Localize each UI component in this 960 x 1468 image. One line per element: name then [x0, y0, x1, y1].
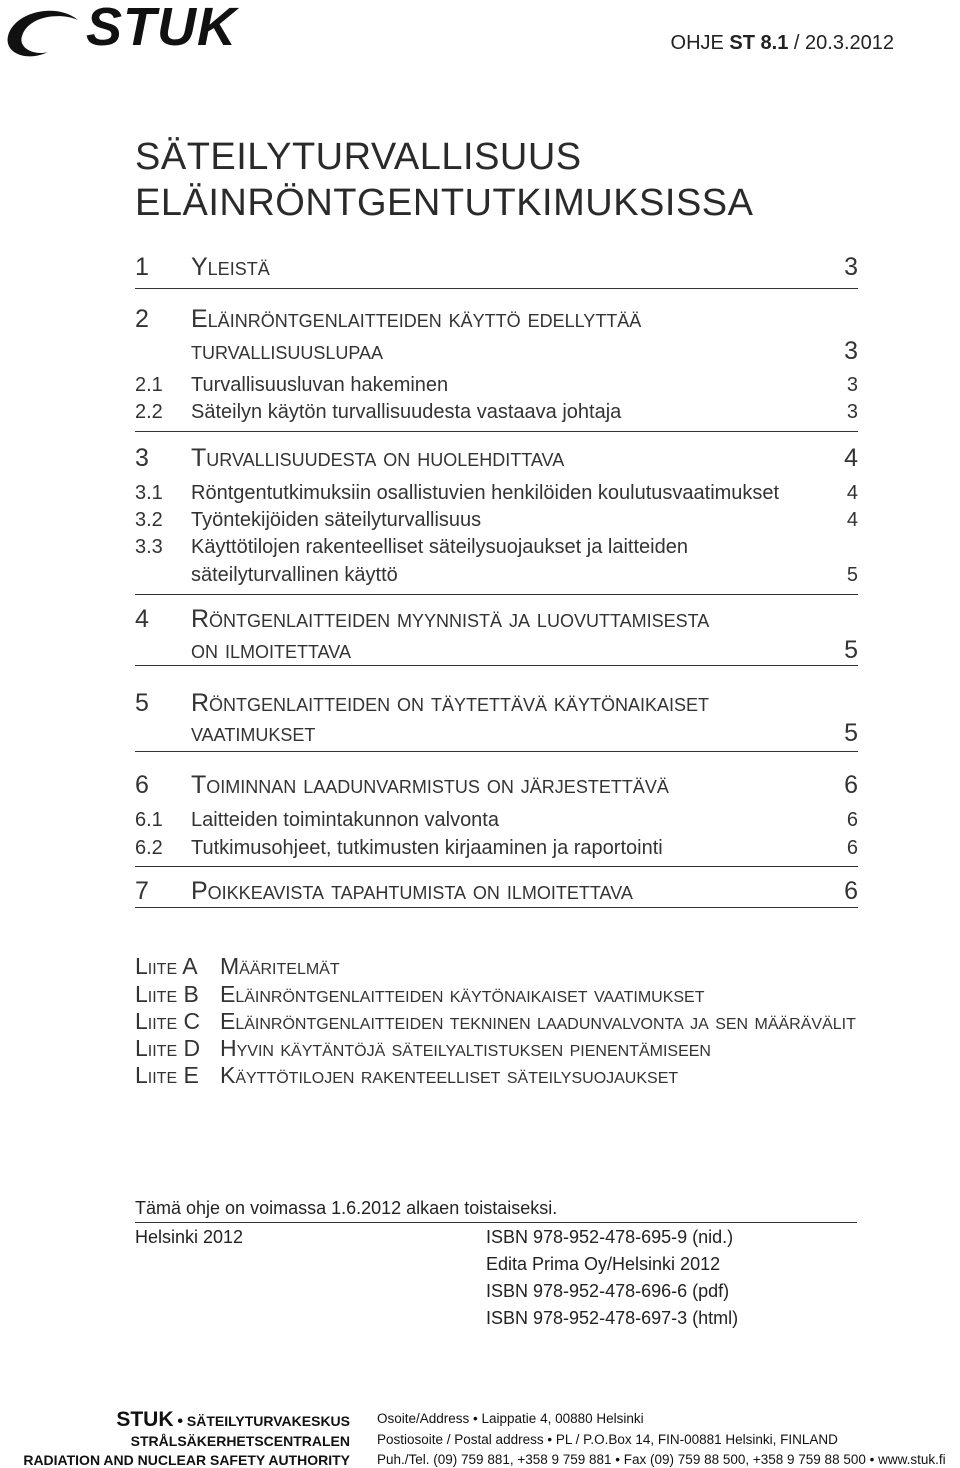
toc-num: 6.1 — [135, 809, 163, 831]
toc-num: 6.2 — [135, 837, 163, 859]
footer-stuk: STUK — [116, 1408, 174, 1431]
toc-num: 3.1 — [135, 482, 163, 504]
guide-reference — [671, 32, 894, 55]
appendix-label: Liite B — [135, 981, 199, 1007]
toc-page: 4 — [846, 482, 858, 504]
toc-page: 3 — [846, 374, 858, 396]
toc-title: Eläinröntgenlaitteiden käyttö edellyttää — [191, 305, 642, 333]
toc-title: on ilmoitettava — [191, 636, 351, 664]
footer-en-name: RADIATION AND NUCLEAR SAFETY AUTHORITY — [23, 1452, 350, 1468]
toc-num: 3.2 — [135, 509, 163, 531]
title-line-2: ELÄINRÖNTGENTUTKIMUKSISSA — [135, 182, 754, 224]
toc-num: 2.1 — [135, 374, 163, 396]
guide-code: ST 8.1 — [729, 32, 789, 54]
toc-title: Turvallisuudesta on huolehdittava — [191, 444, 565, 472]
toc-title: Yleistä — [191, 253, 270, 281]
toc-num: 7 — [135, 877, 149, 905]
toc-divider — [135, 751, 858, 752]
toc-divider — [135, 866, 858, 867]
printer: Edita Prima Oy/Helsinki 2012 — [486, 1254, 721, 1274]
validity-text: Tämä ohje on voimassa 1.6.2012 alkaen toistaiseksi. — [135, 1198, 558, 1218]
isbn-html: ISBN 978-952-478-697-3 (html) — [486, 1308, 739, 1328]
appendix-title: Eläinröntgenlaitteiden käytönaikaiset vaatimukset — [220, 981, 705, 1007]
toc-page: 4 — [844, 444, 858, 472]
toc-divider — [135, 907, 858, 908]
toc-divider — [135, 665, 858, 666]
toc-num: 1 — [135, 253, 149, 281]
toc-title: Työntekijöiden säteilyturvallisuus — [191, 509, 482, 531]
place-year: Helsinki 2012 — [135, 1227, 244, 1247]
toc-divider — [135, 288, 858, 289]
toc-page: 4 — [846, 509, 858, 531]
toc-page: 3 — [846, 401, 858, 423]
toc-num: 4 — [135, 605, 149, 633]
toc-num: 2.2 — [135, 401, 163, 423]
toc-title: Käyttötilojen rakenteelliset säteilysuojaukset ja laitteiden — [191, 536, 688, 558]
appendix-label: Liite D — [135, 1035, 201, 1061]
toc-title: turvallisuuslupaa — [191, 337, 384, 365]
isbn-pdf: ISBN 978-952-478-696-6 (pdf) — [486, 1281, 730, 1301]
toc-title: vaatimukset — [191, 719, 316, 747]
footer-sv-name: STRÅLSÄKERHETSCENTRALEN — [130, 1433, 350, 1449]
footer-address: Osoite/Address • Laippatie 4, 00880 Helsinki — [377, 1411, 644, 1426]
appendix-title: Käyttötilojen rakenteelliset säteilysuojaukset — [220, 1062, 679, 1088]
toc-title: Tutkimusohjeet, tutkimusten kirjaaminen ja raportointi — [191, 837, 663, 859]
toc-page: 6 — [844, 877, 858, 905]
toc-divider — [135, 431, 858, 432]
toc-page: 3 — [844, 253, 858, 281]
appendix-title: Määritelmät — [220, 953, 340, 979]
appendix-label: Liite A — [135, 953, 198, 979]
toc-title: Röntgenlaitteiden on täytettävä käytönaikaiset — [191, 689, 709, 717]
bullet-icon: • — [177, 1413, 183, 1430]
stuk-swoosh-icon — [4, 6, 82, 58]
toc-page: 6 — [844, 771, 858, 799]
toc-page: 5 — [846, 564, 858, 586]
toc-num: 3.3 — [135, 536, 163, 558]
toc-title: Säteilyn käytön turvallisuudesta vastaava johtaja — [191, 401, 622, 423]
toc-page: 3 — [844, 337, 858, 365]
page-title — [135, 134, 895, 226]
toc-num: 5 — [135, 689, 149, 717]
toc-title: säteilyturvallinen käyttö — [191, 564, 398, 586]
toc-num: 6 — [135, 771, 149, 799]
footer-phone: Puh./Tel. (09) 759 881, +358 9 759 881 • Fax (09) 759 88 500, +358 9 759 88 500 • www.stuk.fi — [377, 1452, 946, 1467]
appendix-title: Hyvin käytäntöjä säteilyaltistuksen pienentämiseen — [220, 1035, 711, 1061]
toc-num: 3 — [135, 444, 149, 472]
toc-title: Poikkeavista tapahtumista on ilmoitettava — [191, 877, 633, 905]
toc-page: 6 — [846, 837, 858, 859]
toc-title: Turvallisuusluvan hakeminen — [191, 374, 449, 396]
toc-title: Laitteiden toimintakunnon valvonta — [191, 809, 499, 831]
guide-label: OHJE — [670, 32, 724, 54]
toc-page: 5 — [844, 636, 858, 664]
appendix-label: Liite E — [135, 1062, 199, 1088]
footer-postal: Postiosoite / Postal address • PL / P.O.Box 14, FIN-00881 Helsinki, FINLAND — [377, 1432, 838, 1447]
stuk-logo — [4, 0, 237, 58]
appendix-label: Liite C — [135, 1008, 201, 1034]
footer-fi-name: SÄTEILYTURVAKESKUS — [186, 1413, 350, 1429]
footer-org-name — [116, 1408, 350, 1432]
toc-title: Röntgentutkimuksiin osallistuvien henkilöiden koulutusvaatimukset — [191, 482, 780, 504]
isbn-print: ISBN 978-952-478-695-9 (nid.) — [486, 1227, 734, 1247]
guide-date: / 20.3.2012 — [793, 32, 894, 54]
title-line-1: SÄTEILYTURVALLISUUS — [135, 136, 582, 178]
toc-divider — [135, 594, 858, 595]
toc-page: 5 — [844, 719, 858, 747]
toc-title: Röntgenlaitteiden myynnistä ja luovuttamisesta — [191, 605, 710, 633]
validity-divider — [135, 1222, 857, 1223]
appendix-title: Eläinröntgenlaitteiden tekninen laadunvalvonta ja sen määrävälit — [220, 1008, 856, 1034]
toc-title: Toiminnan laadunvarmistus on järjestettävä — [191, 771, 669, 799]
toc-page: 6 — [846, 809, 858, 831]
toc-num: 2 — [135, 305, 149, 333]
logo-text: STUK — [86, 0, 237, 57]
